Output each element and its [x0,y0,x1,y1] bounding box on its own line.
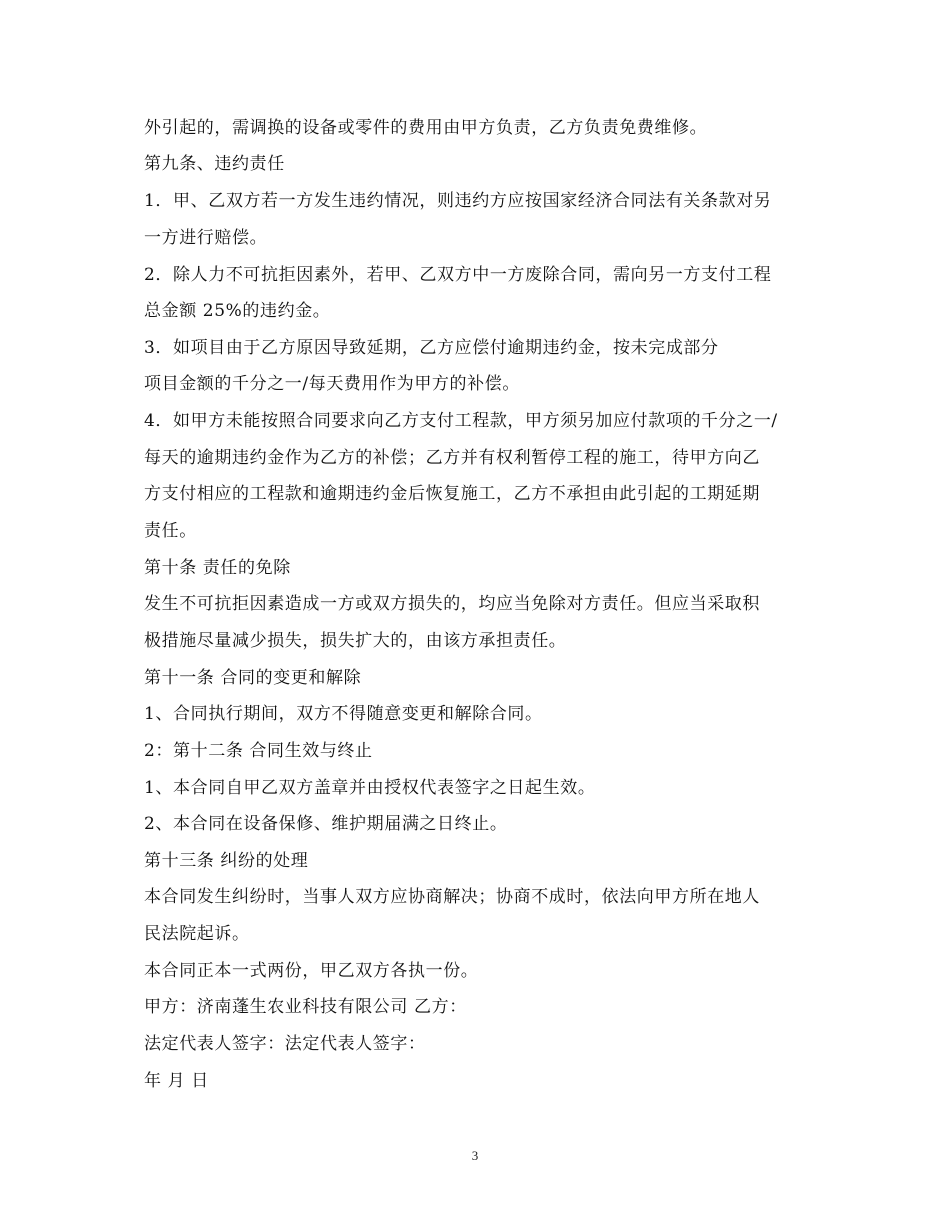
text-line: 总金额 25%的违约金。 [144,301,331,321]
section-heading-11: 第十一条 合同的变更和解除 [144,668,362,688]
text-line: 3．如项目由于乙方原因导致延期，乙方应偿付逾期违约金，按未完成部分 [144,338,719,358]
text-line: 本合同正本一式两份，甲乙双方各执一份。 [144,961,479,981]
date-line: 年 月 日 [144,1071,209,1091]
text-line: 一方进行赔偿。 [144,228,268,248]
page-number: 3 [471,1148,479,1163]
section-heading-12: 2：第十二条 合同生效与终止 [144,741,373,761]
section-heading-13: 第十三条 纠纷的处理 [144,851,309,871]
text-line: 1、合同执行期间，双方不得随意变更和解除合同。 [144,704,543,724]
text-line: 项目金额的千分之一/每天费用作为甲方的补偿。 [144,374,520,394]
text-line: 2．除人力不可抗拒因素外，若甲、乙双方中一方废除合同，需向另一方支付工程 [144,265,772,285]
text-line: 本合同发生纠纷时，当事人双方应协商解决；协商不成时，依法向甲方所在地人 [144,887,760,907]
section-heading-10: 第十条 责任的免除 [144,558,291,578]
text-line: 2、本合同在设备保修、维护期届满之日终止。 [144,814,508,834]
signature-line: 法定代表人签字：法定代表人签字： [144,1034,426,1054]
text-line: 1、本合同自甲乙双方盖章并由授权代表签字之日起生效。 [144,778,596,798]
text-line: 责任。 [144,521,197,541]
text-line: 发生不可抗拒因素造成一方或双方损失的，均应当免除对方责任。但应当采取积 [144,594,760,614]
party-line: 甲方：济南蓬生农业科技有限公司 乙方： [144,997,467,1017]
text-line: 每天的逾期违约金作为乙方的补偿；乙方并有权利暂停工程的施工，待甲方向乙 [144,448,760,468]
text-line: 民法院起诉。 [144,924,250,944]
text-line: 方支付相应的工程款和逾期违约金后恢复施工，乙方不承担由此引起的工期延期 [144,484,760,504]
text-line: 外引起的，需调换的设备或零件的费用由甲方负责，乙方负责免费维修。 [144,118,708,138]
text-line: 极措施尽量减少损失，损失扩大的，由该方承担责任。 [144,631,567,651]
text-line: 4．如甲方未能按照合同要求向乙方支付工程款，甲方须另加应付款项的千分之一/ [144,411,778,431]
text-line: 1．甲、乙双方若一方发生违约情况，则违约方应按国家经济合同法有关条款对另 [144,191,772,211]
section-heading-9: 第九条、违约责任 [144,154,285,174]
